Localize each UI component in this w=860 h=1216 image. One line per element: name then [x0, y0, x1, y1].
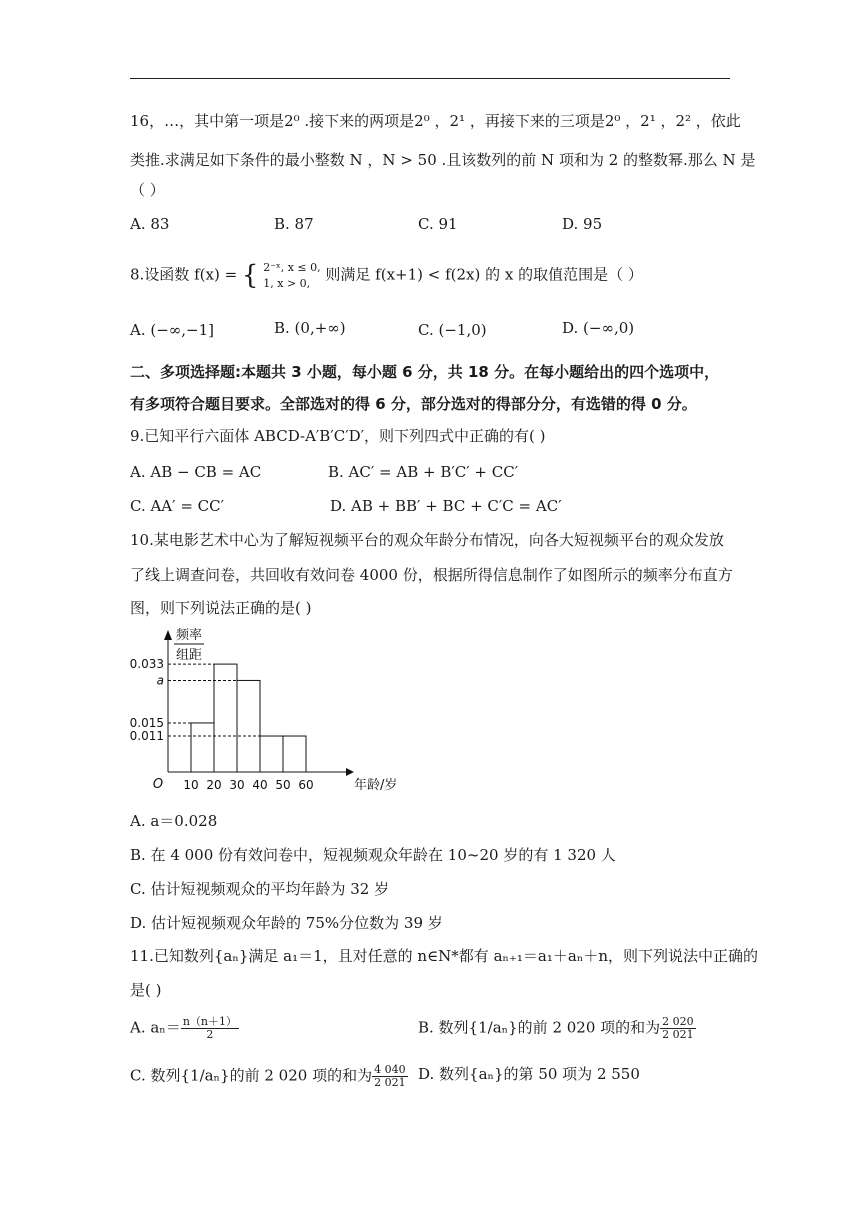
x-tick-label: 50	[275, 778, 291, 792]
y-tick-label: a	[156, 673, 164, 688]
q8-brace: {	[241, 260, 259, 291]
q10-option-b[interactable]: B. 在 4 000 份有效问卷中，短视频观众年龄在 10~20 岁的有 1 320 人	[130, 846, 616, 864]
q9-option-a[interactable]: A. AB − CB = AC	[130, 463, 262, 481]
q10-option-c[interactable]: C. 估计短视频观众的平均年龄为 32 岁	[130, 880, 390, 898]
y-axis-arrow	[164, 630, 172, 640]
q11-option-a-fraction	[181, 1016, 239, 1041]
x-axis-arrow	[346, 768, 354, 776]
q11-option-c-num: 4 040	[374, 1063, 406, 1076]
histogram-bar	[191, 723, 214, 772]
q11-option-b[interactable]	[418, 1016, 696, 1041]
q8-option-d[interactable]: D. (−∞,0)	[562, 319, 635, 337]
origin-label: O	[152, 777, 164, 792]
y-tick-label: 0.015	[129, 715, 164, 730]
q8-option-b[interactable]: B. (0,+∞)	[274, 319, 346, 337]
y-axis-label-bottom: 组距	[176, 648, 203, 663]
q8-case-1: 2⁻ˣ, x ≤ 0,	[263, 261, 321, 274]
q10-option-a[interactable]: A. a＝0.028	[130, 812, 218, 830]
q10-line-3: 图，则下列说法正确的是( )	[130, 599, 312, 617]
top-rule	[130, 78, 730, 79]
x-tick-label: 20	[206, 778, 222, 792]
q11-option-b-label: B. 数列{1/aₙ}的前 2 020 项的和为	[418, 1018, 661, 1037]
q9-stem: 9.已知平行六面体 ABCD-A′B′C′D′，则下列四式中正确的有( )	[130, 427, 546, 445]
q11-option-c-label: C. 数列{1/aₙ}的前 2 020 项的和为	[130, 1066, 373, 1085]
q11-line-1: 11.已知数列{aₙ}满足 a₁＝1，且对任意的 n∈N*都有 aₙ₊₁＝a₁＋aₙ＋n，则下列说法中正确的	[130, 947, 758, 965]
q7-option-c[interactable]: C. 91	[418, 215, 458, 233]
x-tick-label: 10	[183, 778, 199, 792]
q11-option-b-fraction	[660, 1016, 696, 1041]
q9-option-c[interactable]: C. AA′ = CC′	[130, 497, 225, 515]
q7-option-a[interactable]: A. 83	[130, 215, 170, 233]
q11-option-a[interactable]	[130, 1016, 239, 1041]
section2-heading-line-1: 二、多项选择题:本题共 3 小题，每小题 6 分，共 18 分。在每小题给出的四个选项中，	[130, 363, 720, 381]
q8-cases	[263, 262, 320, 289]
q11-option-a-num: n（n＋1）	[182, 1015, 237, 1028]
histogram-bar	[283, 736, 306, 772]
y-tick-label: 0.033	[129, 657, 164, 672]
q8-option-a[interactable]: A. (−∞,−1]	[130, 321, 215, 339]
x-tick-label: 30	[229, 778, 245, 792]
histogram-bar	[237, 680, 260, 772]
q7-line-2: 类推.求满足如下条件的最小整数 N ，N > 50 .且该数列的前 N 项和为 2 的整数幂.那么 N 是	[130, 151, 756, 169]
q8-option-c[interactable]: C. (−1,0)	[418, 321, 487, 339]
q11-option-a-den: 2	[206, 1028, 214, 1041]
q11-option-c-den: 2 021	[374, 1076, 406, 1089]
x-tick-label: 40	[252, 778, 268, 792]
q9-option-d[interactable]: D. AB + BB′ + BC + C′C = AC′	[330, 497, 562, 515]
q9-option-b[interactable]: B. AC′ = AB + B′C′ + CC′	[328, 463, 519, 481]
q11-option-c-fraction	[372, 1064, 408, 1089]
q8-prefix: 8.设函数 f(x) =	[130, 265, 238, 284]
q7-option-b[interactable]: B. 87	[274, 215, 314, 233]
q10-line-2: 了线上调查问卷，共回收有效问卷 4000 份，根据所得信息制作了如图所示的频率分布直方	[130, 566, 733, 584]
x-axis-label: 年龄/岁	[354, 778, 398, 793]
x-tick-label: 60	[298, 778, 314, 792]
q8-stem	[130, 262, 643, 289]
y-tick-label: 0.011	[129, 729, 164, 744]
frequency-histogram	[128, 624, 398, 800]
q11-option-c[interactable]	[130, 1064, 408, 1089]
q11-option-a-label: A. aₙ＝	[130, 1018, 181, 1037]
q7-option-d[interactable]: D. 95	[562, 215, 603, 233]
q8-case-2: 1, x > 0,	[263, 277, 311, 290]
histogram-bar	[260, 736, 283, 772]
q7-line-3: （ ）	[130, 181, 165, 199]
q11-line-2: 是( )	[130, 981, 162, 999]
q10-option-d[interactable]: D. 估计短视频观众年龄的 75%分位数为 39 岁	[130, 914, 443, 932]
q10-line-1: 10.某电影艺术中心为了解短视频平台的观众年龄分布情况，向各大短视频平台的观众发放	[130, 531, 724, 549]
section2-heading-line-2: 有多项符合题目要求。全部选对的得 6 分，部分选对的得部分分，有选错的得 0 分。	[130, 395, 697, 413]
y-axis-label-top: 频率	[176, 628, 203, 643]
q11-option-d[interactable]: D. 数列{aₙ}的第 50 项为 2 550	[418, 1065, 640, 1083]
q7-line-1: 16，…，其中第一项是2⁰ .接下来的两项是2⁰ ，2¹ ，再接下来的三项是2⁰ ，2¹ ，2² ，依此	[130, 112, 741, 130]
q11-option-b-num: 2 020	[662, 1015, 694, 1028]
q11-option-b-den: 2 021	[662, 1028, 694, 1041]
q8-suffix: 则满足 f(x+1) < f(2x) 的 x 的取值范围是（ ）	[325, 265, 643, 284]
